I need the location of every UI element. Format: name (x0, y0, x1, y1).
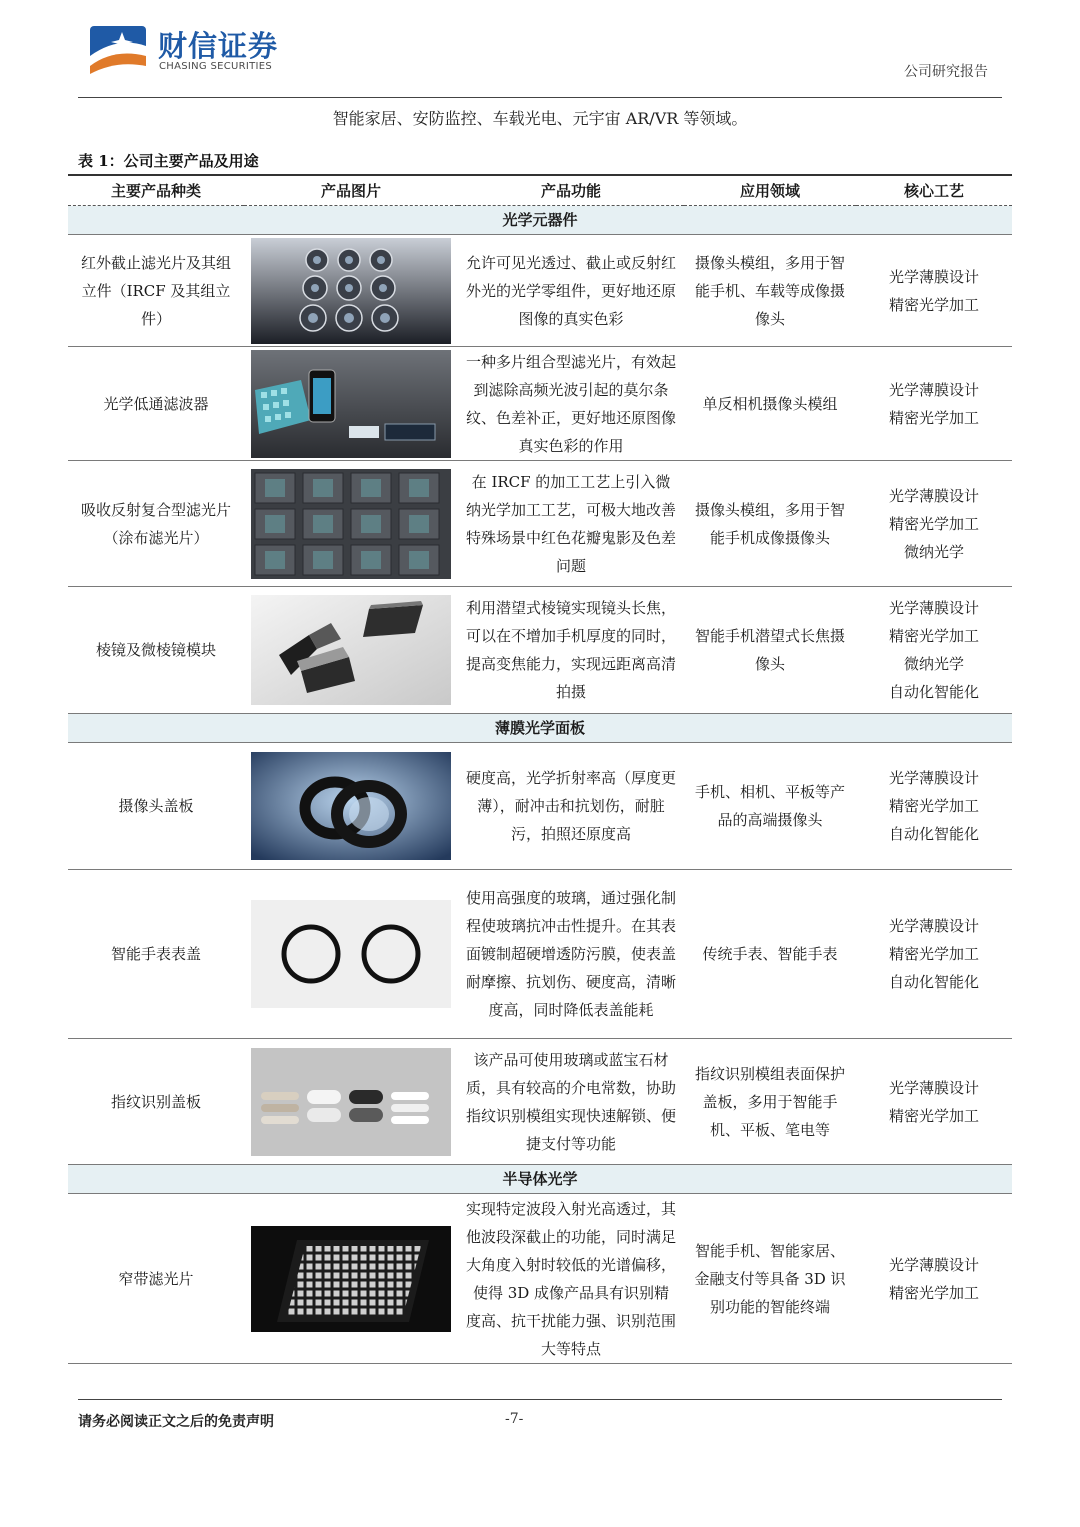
process-item: 精密光学加工 (888, 627, 979, 645)
table-row (68, 587, 1012, 714)
table-row (68, 1194, 1012, 1364)
page-number: -7- (505, 1411, 524, 1427)
process-item: 光学薄膜设计 (888, 917, 979, 935)
product-application: 智能手机潜望式长焦摄像头 (684, 587, 856, 714)
table-row (68, 870, 1012, 1039)
camera-cover-rings-icon (251, 752, 451, 860)
process-item: 微纳光学 (903, 542, 964, 561)
process-item: 光学薄膜设计 (888, 599, 979, 617)
header-divider (78, 97, 1002, 98)
product-function: 在 IRCF 的加工工艺上引入微纳光学加工工艺，可极大地改善特殊场景中红色花瓣鬼影及色差问题 (458, 461, 684, 587)
column-header: 核心工艺 (856, 175, 1012, 206)
column-header: 产品图片 (244, 175, 458, 206)
logo-chinese-name: 财信证券 (158, 29, 279, 63)
section-title: 光学元器件 (68, 206, 1012, 235)
product-name: 棱镜及微棱镜模块 (68, 587, 244, 714)
product-function: 实现特定波段入射光高透过，其他波段深截止的功能，同时满足大角度入射时较低的光谱偏移，使得 3D 成像产品具有识别精度高、抗干扰能力强、识别范围大等特点 (458, 1194, 684, 1364)
product-function: 硬度高，光学折射率高（厚度更薄），耐冲击和抗划伤，耐脏污，拍照还原度高 (458, 743, 684, 870)
product-application: 摄像头模组，多用于智能手机、车载等成像摄像头 (684, 235, 856, 347)
process-item: 光学薄膜设计 (888, 267, 979, 286)
narrowband-filter-tray-icon (251, 1226, 451, 1332)
product-image (244, 1039, 458, 1165)
product-application: 传统手表、智能手表 (684, 870, 856, 1039)
product-application: 指纹识别模组表面保护盖板，多用于智能手机、平板、笔电等 (684, 1039, 856, 1165)
lens-holder-array-icon (251, 238, 451, 344)
fingerprint-covers-icon (251, 1048, 451, 1156)
product-application: 单反相机摄像头模组 (684, 347, 856, 461)
product-function: 利用潜望式棱镜实现镜头长焦，可以在不增加手机厚度的同时，提高变焦能力，实现远距离高清拍摄 (458, 587, 684, 714)
product-process (856, 347, 1012, 461)
disclaimer-note: 请务必阅读正文之后的免责声明 (78, 1414, 274, 1430)
product-image (244, 1194, 458, 1364)
product-process (856, 461, 1012, 587)
product-name: 摄像头盖板 (68, 743, 244, 870)
process-item: 光学薄膜设计 (888, 769, 979, 787)
logo-english-name: CHASING SECURITIES (159, 61, 273, 72)
product-function: 允许可见光透过、截止或反射红外光的光学零组件，更好地还原图像的真实色彩 (458, 235, 684, 347)
table-title: 表 1：公司主要产品及用途 (78, 152, 259, 170)
product-name: 指纹识别盖板 (68, 1039, 244, 1165)
table-row (68, 743, 1012, 870)
product-process (856, 235, 1012, 347)
watch-cover-rings-icon (251, 900, 451, 1008)
product-process (856, 1039, 1012, 1165)
process-item: 自动化智能化 (888, 825, 979, 843)
intro-text: 智能家居、安防监控、车载光电、元宇宙 AR/VR 等领域。 (332, 109, 748, 128)
table-row (68, 461, 1012, 587)
product-application: 智能手机、智能家居、金融支付等具备 3D 识别功能的智能终端 (684, 1194, 856, 1364)
table-row (68, 347, 1012, 461)
product-image (244, 235, 458, 347)
filter-plates-icon (251, 350, 451, 458)
section-row (68, 206, 1012, 235)
report-type-label: 公司研究报告 (904, 64, 988, 80)
product-name: 光学低通滤波器 (68, 347, 244, 461)
product-application: 摄像头模组，多用于智能手机成像摄像头 (684, 461, 856, 587)
product-table (68, 174, 1012, 1364)
column-header: 产品功能 (458, 175, 684, 206)
process-item: 微纳光学 (903, 655, 964, 673)
product-image (244, 347, 458, 461)
product-process (856, 587, 1012, 714)
table-row (68, 1039, 1012, 1165)
process-item: 自动化智能化 (888, 683, 979, 701)
process-item: 精密光学加工 (888, 514, 979, 533)
process-item: 光学薄膜设计 (888, 1255, 979, 1274)
process-item: 精密光学加工 (888, 408, 979, 427)
product-process (856, 870, 1012, 1039)
process-item: 自动化智能化 (888, 973, 979, 991)
process-item: 光学薄膜设计 (888, 1078, 979, 1097)
product-name: 窄带滤光片 (68, 1194, 244, 1364)
prism-icon (251, 595, 451, 705)
product-image (244, 743, 458, 870)
chasing-logo-icon (88, 22, 148, 82)
product-image (244, 870, 458, 1039)
product-process (856, 743, 1012, 870)
section-title: 薄膜光学面板 (68, 714, 1012, 743)
product-name: 吸收反射复合型滤光片（涂布滤光片） (68, 461, 244, 587)
column-header: 主要产品种类 (68, 175, 244, 206)
product-name: 红外截止滤光片及其组立件（IRCF 及其组立件） (68, 235, 244, 347)
process-item: 精密光学加工 (888, 945, 979, 963)
section-title: 半导体光学 (68, 1165, 1012, 1194)
process-item: 光学薄膜设计 (888, 486, 979, 505)
product-image (244, 587, 458, 714)
footer-divider (78, 1399, 1002, 1400)
process-item: 精密光学加工 (888, 797, 979, 815)
product-function: 该产品可使用玻璃或蓝宝石材质，具有较高的介电常数，协助指纹识别模组实现快速解锁、便捷支付等功能 (458, 1039, 684, 1165)
section-row (68, 714, 1012, 743)
product-function: 使用高强度的玻璃，通过强化制程使玻璃抗冲击性提升。在其表面镀制超硬增透防污膜，使表盖耐摩擦、抗划伤、硬度高，清晰度高，同时降低表盖能耗 (458, 870, 684, 1039)
product-name: 智能手表表盖 (68, 870, 244, 1039)
table-header-row (68, 175, 1012, 206)
table-row (68, 235, 1012, 347)
process-item: 精密光学加工 (888, 295, 979, 314)
process-item: 精密光学加工 (888, 1106, 979, 1125)
section-row (68, 1165, 1012, 1194)
process-item: 精密光学加工 (888, 1283, 979, 1302)
product-application: 手机、相机、平板等产品的高端摄像头 (684, 743, 856, 870)
product-function: 一种多片组合型滤光片，有效起到滤除高频光波引起的莫尔条纹、色差补正，更好地还原图像真实色彩的作用 (458, 347, 684, 461)
process-item: 光学薄膜设计 (888, 380, 979, 399)
column-header: 应用领域 (684, 175, 856, 206)
filter-tray-icon (251, 469, 451, 579)
page-header (78, 18, 1002, 100)
product-process (856, 1194, 1012, 1364)
product-image (244, 461, 458, 587)
